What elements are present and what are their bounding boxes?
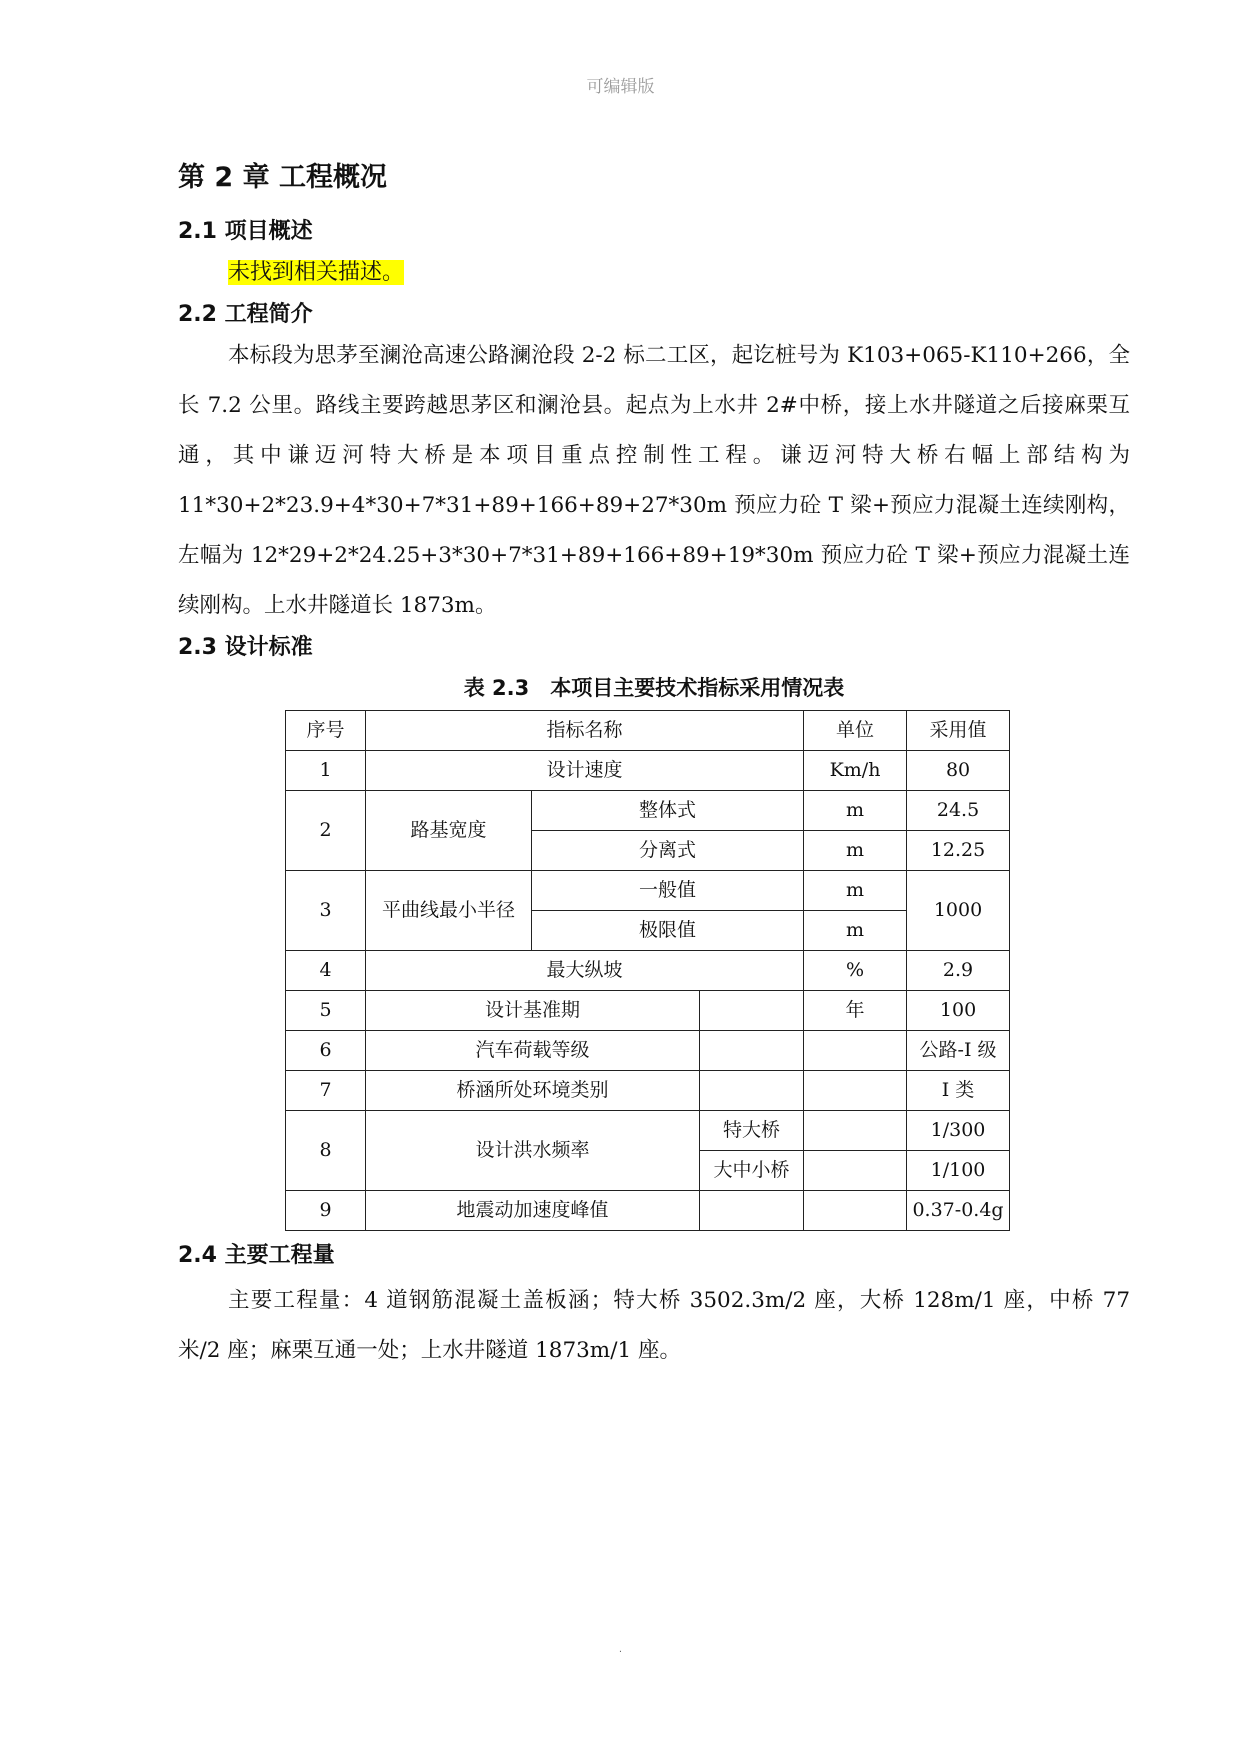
section-2-4-text: 主要工程量：4 道钢筋混凝土盖板涵；特大桥 3502.3m/2 座，大桥 128m/1 座，中桥 77 米/2 座；麻栗互通一处；上水井隧道 1873m/1 座。 (178, 1288, 1130, 1364)
cell-subname: 分离式 (532, 831, 804, 871)
cell-value: 公路-I 级 (907, 1031, 1010, 1071)
cell-name: 最大纵坡 (366, 951, 804, 991)
cell-name: 设计速度 (366, 751, 804, 791)
section-2-3-heading: 2.3 设计标准 (178, 635, 313, 661)
chapter-title: 第 2 章 工程概况 (178, 162, 387, 193)
section-2-1-heading: 2.1 项目概述 (178, 219, 313, 245)
cell-empty (804, 1031, 907, 1071)
cell-subname: 一般值 (532, 871, 804, 911)
header-unit: 单位 (804, 711, 907, 751)
cell-no: 4 (286, 951, 366, 991)
cell-subname: 大中小桥 (700, 1151, 804, 1191)
cell-subname: 特大桥 (700, 1111, 804, 1151)
cell-empty (804, 1151, 907, 1191)
cell-no: 9 (286, 1191, 366, 1231)
cell-value: I 类 (907, 1071, 1010, 1111)
cell-name: 平曲线最小半径 (366, 871, 532, 951)
table-row (286, 871, 1010, 911)
header-no: 序号 (286, 711, 366, 751)
table-row (286, 951, 1010, 991)
cell-unit: m (804, 911, 907, 951)
cell-unit: Km/h (804, 751, 907, 791)
table-row (286, 1111, 1010, 1151)
table-header-row (286, 711, 1010, 751)
cell-subname: 整体式 (532, 791, 804, 831)
spec-table (285, 710, 1010, 1231)
highlighted-text: 未找到相关描述。 (228, 260, 405, 286)
cell-value: 12.25 (907, 831, 1010, 871)
cell-name: 路基宽度 (366, 791, 532, 871)
cell-empty (804, 1111, 907, 1151)
cell-no: 5 (286, 991, 366, 1031)
cell-unit: m (804, 831, 907, 871)
cell-unit: m (804, 791, 907, 831)
cell-empty (804, 1191, 907, 1231)
table-row (286, 1071, 1010, 1111)
cell-empty (700, 1071, 804, 1111)
cell-name: 汽车荷载等级 (366, 1031, 700, 1071)
header-value: 采用值 (907, 711, 1010, 751)
cell-empty (700, 991, 804, 1031)
cell-no: 3 (286, 871, 366, 951)
page-number: . (618, 1644, 623, 1655)
cell-name: 桥涵所处环境类别 (366, 1071, 700, 1111)
cell-empty (700, 1191, 804, 1231)
cell-value: 100 (907, 991, 1010, 1031)
cell-empty (700, 1031, 804, 1071)
table-row (286, 751, 1010, 791)
section-2-1-text (178, 248, 1130, 298)
cell-no: 8 (286, 1111, 366, 1191)
cell-unit: m (804, 871, 907, 911)
cell-value: 1/100 (907, 1151, 1010, 1191)
cell-empty (804, 1071, 907, 1111)
table-row (286, 1031, 1010, 1071)
section-2-2-text: 本标段为思茅至澜沧高速公路澜沧段 2-2 标二工区，起讫桩号为 K103+065-K110+266，全长 7.2 公里。路线主要跨越思茅区和澜沧县。起点为上水井 2#中桥，接上水井隧道之后接麻栗互通，其中谦迈河特大桥是本项目重点控制性工程。谦迈河特大桥右幅上部结构为 11*30+2*23.9+4*30+7*31+89+166+89+27*30m 预应力砼 T 梁+预应力混凝土连续刚构，左幅为 12*29+2*24.25+3*30+7*31+89+166+89+19*30m 预应力砼 T 梁+预应力混凝土连续刚构。上水井隧道长 1873m。 (178, 343, 1130, 619)
cell-name: 设计基准期 (366, 991, 700, 1031)
table-row (286, 1191, 1010, 1231)
cell-value: 0.37-0.4g (907, 1191, 1010, 1231)
cell-name: 设计洪水频率 (366, 1111, 700, 1191)
cell-subname: 极限值 (532, 911, 804, 951)
cell-value: 1000 (907, 871, 1010, 951)
table-caption: 表 2.3 本项目主要技术指标采用情况表 (463, 676, 845, 701)
header-name: 指标名称 (366, 711, 804, 751)
cell-unit: % (804, 951, 907, 991)
cell-value: 80 (907, 751, 1010, 791)
cell-name: 地震动加速度峰值 (366, 1191, 700, 1231)
document-body (178, 160, 1130, 1376)
cell-no: 1 (286, 751, 366, 791)
cell-value: 1/300 (907, 1111, 1010, 1151)
cell-no: 2 (286, 791, 366, 871)
watermark: 可编辑版 (586, 77, 655, 97)
cell-no: 7 (286, 1071, 366, 1111)
cell-value: 24.5 (907, 791, 1010, 831)
section-2-2-heading: 2.2 工程简介 (178, 302, 313, 328)
cell-no: 6 (286, 1031, 366, 1071)
cell-unit: 年 (804, 991, 907, 1031)
cell-value: 2.9 (907, 951, 1010, 991)
table-row (286, 791, 1010, 831)
section-2-4-heading: 2.4 主要工程量 (178, 1243, 335, 1269)
table-row (286, 991, 1010, 1031)
